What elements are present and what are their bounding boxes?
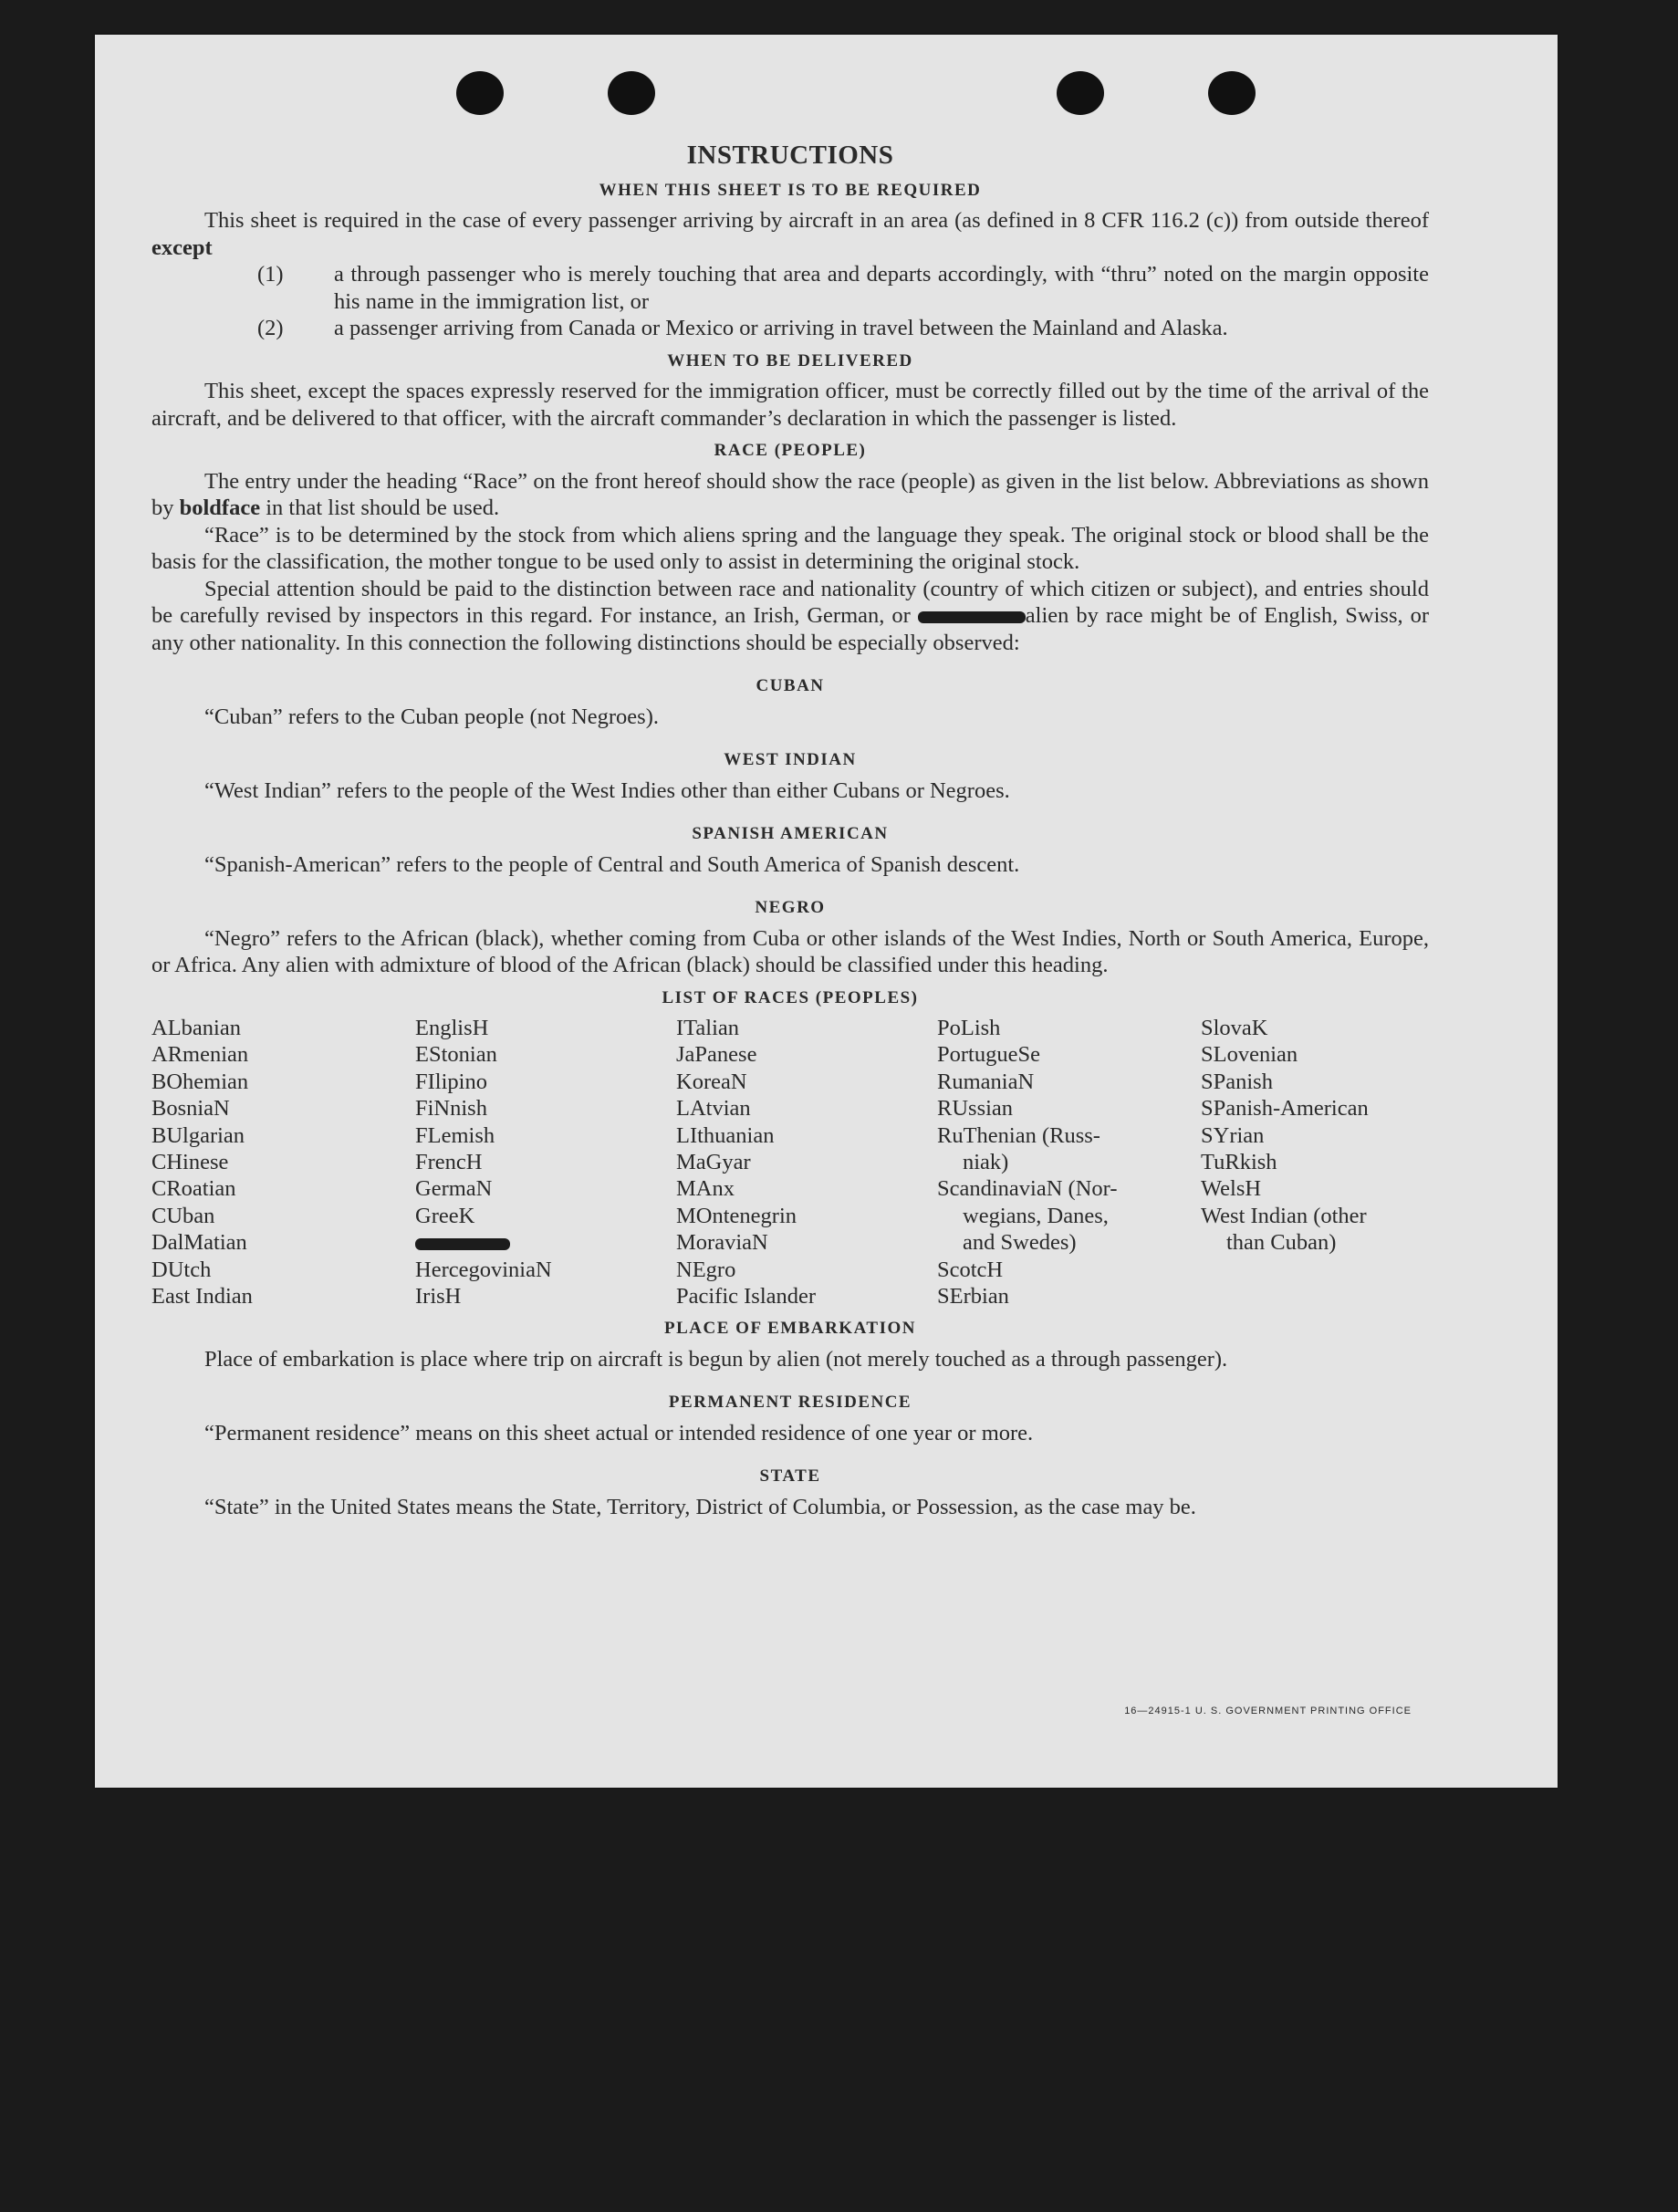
race-entry: EnglisH xyxy=(415,1016,489,1040)
delivered-text: This sheet, except the spaces expressly reserved for the immigration officer, must be correctly filled out by the time of the arrival of the aircraft, and be delivered to that officer, with the aircraft commander’s declaration in which the passenger is listed. xyxy=(151,379,1429,431)
race-entry: NEgro xyxy=(676,1257,736,1282)
heading-spanish-american: SPANISH AMERICAN xyxy=(692,824,889,843)
race-entry: CRoatian xyxy=(151,1176,236,1202)
race-entry: MoraviaN xyxy=(676,1230,768,1256)
race-entry: MaGyar xyxy=(676,1150,751,1175)
race-entry: LIthuanian xyxy=(676,1122,775,1148)
embarkation-text: Place of embarkation is place where trip on aircraft is begun by alien (not merely touched as a through passenger). xyxy=(204,1346,1228,1372)
heading-negro: NEGRO xyxy=(755,898,826,917)
race-entry: HercegoviniaN xyxy=(415,1257,552,1282)
heading-delivered: WHEN TO BE DELIVERED xyxy=(667,350,913,370)
race-entry: PoLish xyxy=(937,1016,1001,1040)
punch-hole xyxy=(608,71,655,115)
race-entry: FrencH xyxy=(415,1150,483,1175)
race-entry: East Indian xyxy=(151,1284,253,1309)
races-column xyxy=(1201,1015,1429,1309)
race-entry: SYrian xyxy=(1201,1122,1265,1148)
heading-list-of-races: LIST OF RACES (PEOPLES) xyxy=(662,987,919,1007)
required-item-1: (1) a through passenger who is merely touching that area and departs accordingly, with “thru” noted on the margin opposite his name in the immigration list, or xyxy=(257,262,1429,314)
instructions-content xyxy=(151,142,1429,1520)
race-entry: SErbian xyxy=(937,1284,1009,1309)
race-paragraph-3: Special attention should be paid to the distinction between race and nationality (country of which citizen or subject), and entries should be carefully revised by inspectors in this regard. For instance, an Irish, German, or alien by race might be of English, Swiss, or any other nationality. In this connection the following distinctions should be especially observed: xyxy=(151,576,1429,655)
race-entry: CUban xyxy=(151,1203,215,1228)
race-entry: and Swedes) xyxy=(963,1230,1077,1256)
race-entry: SLovenian xyxy=(1201,1042,1298,1068)
residence-text: “Permanent residence” means on this sheet actual or intended residence of one year or more. xyxy=(204,1420,1034,1445)
cuban-text: “Cuban” refers to the Cuban people (not Negroes). xyxy=(204,704,659,729)
race-entry: ALbanian xyxy=(151,1016,241,1040)
race-entry: ITalian xyxy=(676,1016,740,1040)
heading-state: STATE xyxy=(759,1466,821,1487)
spanish-american-text: “Spanish-American” refers to the people of Central and South America of Spanish descent. xyxy=(204,851,1020,877)
heading-cuban: CUBAN xyxy=(756,676,825,695)
required-item-2: (2) a passenger arriving from Canada or Mexico or arriving in travel between the Mainland and Alaska. xyxy=(257,316,1228,340)
races-column xyxy=(676,1015,937,1309)
race-paragraph-1: The entry under the heading “Race” on the front hereof should show the race (people) as given in the list below. Abbreviations as shown by boldface in that list should be used. xyxy=(151,468,1429,520)
races-column xyxy=(151,1015,415,1309)
race-entry: MOntenegrin xyxy=(676,1203,797,1228)
race-entry: JaPanese xyxy=(676,1042,757,1068)
race-entry: PortugueSe xyxy=(937,1042,1040,1068)
race-entry: DUtch xyxy=(151,1257,212,1282)
west-indian-text: “West Indian” refers to the people of the West Indies other than either Cubans or Negroes. xyxy=(204,777,1010,803)
race-entry xyxy=(415,1229,676,1256)
race-paragraph-2: “Race” is to be determined by the stock from which aliens spring and the language they speak. The original stock or blood shall be the basis for the classification, the mother tongue to be used only to assist in determining the original stock. xyxy=(151,522,1429,574)
races-column xyxy=(937,1015,1201,1309)
race-entry: BUlgarian xyxy=(151,1122,245,1148)
race-entry: SPanish-American xyxy=(1201,1096,1369,1122)
redaction-mark xyxy=(918,611,1026,623)
race-entry: RumaniaN xyxy=(937,1069,1035,1094)
race-entry: ARmenian xyxy=(151,1042,249,1068)
race-entry: West Indian (other xyxy=(1201,1203,1367,1228)
heading-west-indian: WEST INDIAN xyxy=(724,750,857,769)
race-entry: EStonian xyxy=(415,1042,497,1068)
document-sheet xyxy=(95,35,1558,1788)
race-entry: RUssian xyxy=(937,1096,1014,1122)
race-entry: CHinese xyxy=(151,1150,229,1175)
race-entry: wegians, Danes, xyxy=(963,1203,1109,1228)
race-entry: DalMatian xyxy=(151,1230,247,1256)
heading-race: RACE (PEOPLE) xyxy=(714,441,867,460)
race-entry: SPanish xyxy=(1201,1069,1273,1094)
race-entry: niak) xyxy=(963,1150,1009,1175)
punch-hole xyxy=(1057,71,1104,115)
punch-hole xyxy=(456,71,504,115)
redaction-mark xyxy=(415,1238,510,1250)
race-entry: WelsH xyxy=(1201,1176,1262,1202)
race-entry: TuRkish xyxy=(1201,1150,1277,1175)
race-entry: IrisH xyxy=(415,1284,462,1309)
race-entry: than Cuban) xyxy=(1226,1230,1337,1256)
print-code: 16—24915-1 U. S. GOVERNMENT PRINTING OFFICE xyxy=(1124,1706,1412,1716)
state-text: “State” in the United States means the State, Territory, District of Columbia, or Possession, as the case may be. xyxy=(204,1494,1196,1519)
race-entry: Pacific Islander xyxy=(676,1284,817,1309)
race-entry: GreeK xyxy=(415,1203,475,1228)
race-entry: BosniaN xyxy=(151,1096,230,1122)
heading-residence: PERMANENT RESIDENCE xyxy=(668,1393,912,1413)
race-entry: FIlipino xyxy=(415,1069,487,1094)
races-list xyxy=(151,1015,1429,1309)
race-entry: KoreaN xyxy=(676,1069,747,1094)
heading-embarkation: PLACE OF EMBARKATION xyxy=(664,1319,916,1339)
race-entry: LAtvian xyxy=(676,1096,751,1122)
race-entry: FiNnish xyxy=(415,1096,487,1122)
race-entry: ScotcH xyxy=(937,1257,1004,1282)
race-entry: SlovaK xyxy=(1201,1016,1268,1040)
punch-hole xyxy=(1208,71,1256,115)
race-entry: BOhemian xyxy=(151,1069,249,1094)
race-entry: FLemish xyxy=(415,1122,495,1148)
races-column xyxy=(415,1015,676,1309)
heading-required: WHEN THIS SHEET IS TO BE REQUIRED xyxy=(599,180,982,200)
race-entry: MAnx xyxy=(676,1176,735,1202)
negro-text: “Negro” refers to the African (black), whether coming from Cuba or other islands of the West Indies, North or South America, Europe, or Africa. Any alien with admixture of blood of the African (black) should be classified under this heading. xyxy=(151,925,1429,977)
race-entry: GermaN xyxy=(415,1176,493,1202)
required-intro: This sheet is required in the case of every passenger arriving by aircraft in an area (as defined in 8 CFR 116.2 (c)) from outside thereof except xyxy=(151,208,1429,260)
race-entry: ScandinaviaN (Nor- xyxy=(937,1176,1118,1202)
race-entry: RuThenian (Russ- xyxy=(937,1122,1100,1148)
page-title: INSTRUCTIONS xyxy=(686,141,894,170)
